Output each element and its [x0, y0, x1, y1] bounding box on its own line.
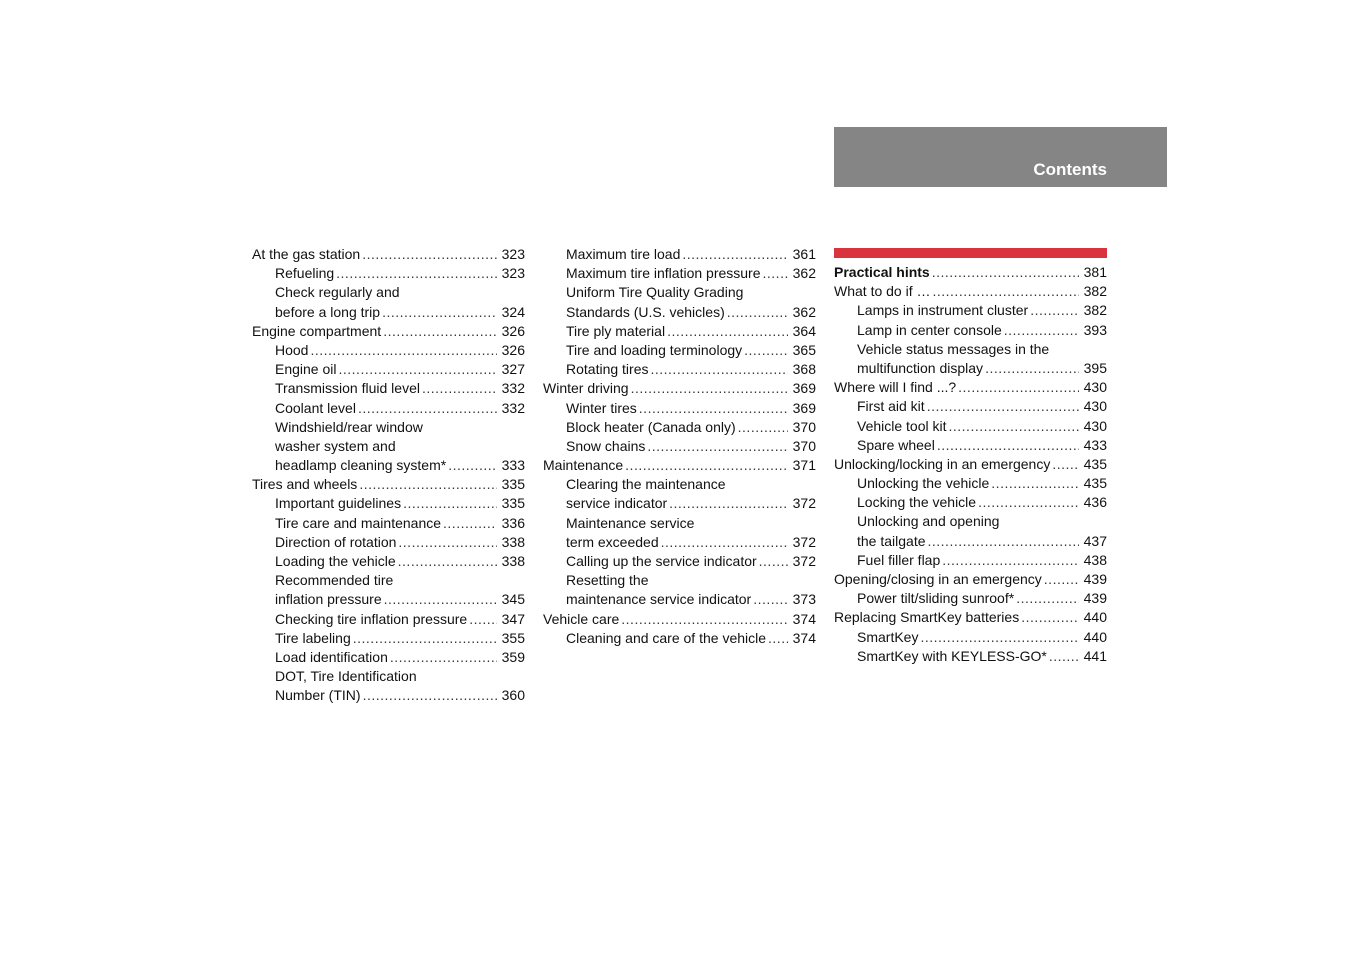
toc-entry[interactable] [834, 589, 1107, 608]
toc-entry[interactable] [252, 686, 525, 705]
toc-entry-title: Spare wheel [857, 436, 935, 453]
toc-entry[interactable] [834, 263, 1107, 282]
toc-page-number: 327 [501, 361, 525, 378]
toc-entry-title: Load identification [275, 648, 388, 665]
toc-page-number: 433 [1083, 436, 1107, 453]
toc-entry-title: Unlocking/locking in an emergency [834, 455, 1051, 472]
toc-page-number: 336 [501, 514, 525, 531]
toc-entry-title: Recommended tire [275, 572, 394, 589]
toc-entry[interactable] [252, 648, 525, 667]
toc-entry-title: Windshield/rear window [275, 418, 423, 435]
toc-dot-leader [390, 648, 497, 667]
toc-page-number: 324 [501, 303, 525, 320]
toc-page-number: 439 [1083, 590, 1107, 607]
toc-entry[interactable] [252, 360, 525, 379]
toc-dot-leader [667, 322, 788, 341]
toc-page-number: 355 [501, 629, 525, 646]
toc-dot-leader [932, 282, 1079, 301]
toc-page-number: 437 [1083, 532, 1107, 549]
toc-entry-title: Rotating tires [566, 361, 649, 378]
toc-column-1 [252, 245, 525, 706]
toc-entry[interactable] [834, 436, 1107, 455]
toc-entry[interactable] [834, 608, 1107, 627]
toc-page-number: 372 [792, 553, 816, 569]
toc-dot-leader [650, 360, 788, 379]
toc-entry-title: Refueling [275, 265, 335, 282]
toc-entry[interactable] [543, 590, 816, 609]
toc-page-number: 372 [792, 495, 816, 512]
toc-page-number: 435 [1083, 475, 1107, 492]
toc-entry[interactable] [834, 532, 1107, 551]
toc-dot-leader [336, 264, 497, 283]
toc-entry [543, 571, 816, 590]
toc-dot-leader [362, 245, 497, 264]
toc-entry[interactable] [834, 647, 1107, 666]
toc-entry-title: inflation pressure [275, 591, 382, 608]
toc-entry-title: Practical hints [834, 264, 930, 280]
toc-entry-title: Vehicle status messages in the [857, 340, 1050, 357]
toc-entry-title: Tire care and maintenance [275, 514, 442, 531]
toc-entry-title: Unlocking the vehicle [857, 475, 990, 492]
toc-page-number: 436 [1083, 494, 1107, 511]
toc-entry [834, 340, 1107, 359]
page-title: Contents [1033, 160, 1107, 179]
toc-page-number: 374 [792, 629, 816, 646]
toc-dot-leader [639, 399, 788, 418]
toc-entry-title: Maintenance service [566, 514, 695, 531]
toc-entry[interactable] [543, 437, 816, 456]
toc-entry[interactable] [252, 629, 525, 648]
toc-entry[interactable] [834, 551, 1107, 570]
toc-entry-title: Unlocking and opening [857, 513, 1000, 530]
toc-page-number: 439 [1083, 571, 1107, 587]
toc-entry-title: Engine oil [275, 361, 337, 378]
toc-dot-leader [978, 493, 1079, 512]
toc-page-number: 430 [1083, 417, 1107, 434]
toc-entry-title: the tailgate [857, 532, 926, 549]
toc-entry[interactable] [834, 455, 1107, 474]
toc-page-number: 440 [1083, 628, 1107, 645]
toc-dot-leader [443, 514, 497, 533]
toc-entry[interactable] [543, 456, 816, 475]
toc-dot-leader [353, 629, 497, 648]
toc-page-number: 430 [1083, 398, 1107, 415]
toc-entry-title: SmartKey [857, 628, 919, 645]
toc-dot-leader [625, 456, 788, 475]
toc-dot-leader [383, 322, 497, 341]
toc-entry[interactable] [834, 321, 1107, 340]
toc-entry-title: Maintenance [543, 457, 624, 474]
toc-entry-title: Lamps in instrument cluster [857, 302, 1029, 319]
toc-page-number: 438 [1083, 551, 1107, 568]
toc-entry[interactable] [543, 418, 816, 437]
toc-entry[interactable] [252, 533, 525, 552]
toc-entry [834, 512, 1107, 531]
toc-page-number: 335 [501, 495, 525, 512]
toc-dot-leader [991, 474, 1079, 493]
toc-dot-leader [647, 437, 788, 456]
toc-entry[interactable] [834, 493, 1107, 512]
toc-entry [543, 283, 816, 302]
toc-entry-title: Coolant level [275, 399, 356, 416]
toc-entry-title: multifunction display [857, 359, 984, 376]
toc-entry-title: Block heater (Canada only) [566, 418, 736, 435]
toc-page-number: 381 [1083, 264, 1107, 280]
toc-entry-title: Power tilt/sliding sunroof* [857, 590, 1015, 607]
toc-entry-title: Cleaning and care of the vehicle [566, 629, 767, 646]
toc-dot-leader [958, 378, 1079, 397]
toc-entry-title: Tire labeling [275, 629, 351, 646]
toc-page-number: 382 [1083, 302, 1107, 319]
toc-entry[interactable] [543, 360, 816, 379]
toc-entry-title: Standards (U.S. vehicles) [566, 303, 725, 320]
toc-entry-title: Locking the vehicle [857, 494, 977, 511]
toc-dot-leader [1044, 570, 1079, 589]
toc-dot-leader [621, 610, 788, 629]
toc-entry[interactable] [252, 399, 525, 418]
toc-entry-title: Resetting the [566, 572, 649, 589]
toc-page-number: 368 [792, 361, 816, 378]
toc-entry-title: Tire ply material [566, 322, 666, 339]
toc-dot-leader [339, 360, 498, 379]
toc-entry-title: Opening/closing in an emergency [834, 571, 1042, 587]
toc-page-number: 441 [1083, 647, 1107, 664]
toc-entry-title: maintenance service indicator [566, 591, 752, 608]
toc-entry[interactable] [543, 494, 816, 513]
toc-page-number: 332 [501, 380, 525, 397]
toc-entry-title: Checking tire inflation pressure [275, 610, 468, 627]
toc-entry[interactable] [834, 397, 1107, 416]
contents-header-box [834, 127, 1167, 187]
toc-entry-title: Hood [275, 341, 309, 358]
toc-entry-title: Calling up the service indicator [566, 553, 757, 569]
toc-dot-leader [927, 397, 1079, 416]
toc-dot-leader [398, 552, 497, 571]
toc-dot-leader [398, 533, 497, 552]
toc-page-number: 382 [1083, 283, 1107, 300]
toc-dot-leader [937, 436, 1079, 455]
toc-entry-title: Vehicle tool kit [857, 417, 947, 434]
toc-dot-leader [669, 494, 788, 513]
toc-page-number: 332 [501, 399, 525, 416]
toc-entry [252, 667, 525, 686]
toc-entry-title: service indicator [566, 495, 668, 512]
toc-entry[interactable] [543, 264, 816, 283]
toc-dot-leader [403, 494, 497, 513]
toc-dot-leader [727, 303, 788, 322]
toc-page-number: 323 [501, 265, 525, 282]
toc-entry-title: Replacing SmartKey batteries [834, 609, 1020, 626]
toc-entry[interactable] [252, 245, 525, 264]
toc-entry-title: washer system and [275, 437, 396, 454]
toc-entry[interactable] [834, 570, 1107, 589]
toc-entry[interactable] [252, 379, 525, 398]
toc-page-number: 365 [792, 341, 816, 358]
toc-dot-leader [932, 263, 1079, 282]
toc-page-number: 372 [792, 533, 816, 550]
toc-dot-leader [1030, 301, 1079, 320]
toc-dot-leader [661, 533, 788, 552]
toc-entry [543, 475, 816, 494]
toc-entry [252, 437, 525, 456]
toc-entry-title: Uniform Tire Quality Grading [566, 284, 744, 301]
toc-entry-title: Number (TIN) [275, 687, 361, 704]
toc-entry-title: Maximum tire load [566, 246, 681, 262]
toc-entry [252, 418, 525, 437]
toc-page-number: 360 [501, 687, 525, 704]
toc-page-number: 435 [1083, 455, 1107, 472]
toc-entry-title: headlamp cleaning system* [275, 457, 447, 474]
toc-dot-leader [1052, 455, 1079, 474]
toc-entry[interactable] [543, 322, 816, 341]
toc-page-number: 338 [501, 533, 525, 550]
toc-entry[interactable] [252, 303, 525, 322]
toc-dot-leader [469, 610, 497, 629]
toc-dot-leader [310, 341, 497, 360]
toc-entry[interactable] [252, 322, 525, 341]
toc-page-number: 371 [792, 457, 816, 474]
toc-entry-title: Fuel filler flap [857, 551, 941, 568]
toc-entry[interactable] [252, 475, 525, 494]
toc-dot-leader [949, 417, 1080, 436]
toc-page-number: 333 [501, 457, 525, 474]
toc-dot-leader [363, 686, 497, 705]
toc-dot-leader [682, 245, 788, 264]
toc-dot-leader [759, 552, 788, 571]
toc-dot-leader [358, 399, 497, 418]
toc-page-number: 369 [792, 380, 816, 397]
toc-page-number: 362 [792, 303, 816, 320]
toc-entry-title: Important guidelines [275, 495, 402, 512]
toc-entry[interactable] [543, 533, 816, 552]
toc-entry[interactable] [252, 264, 525, 283]
toc-entry-title: Maximum tire inflation pressure [566, 265, 761, 282]
toc-entry-title: before a long trip [275, 303, 381, 320]
toc-entry[interactable] [252, 552, 525, 571]
toc-entry[interactable] [543, 303, 816, 322]
toc-page-number: 326 [501, 322, 525, 339]
toc-entry[interactable] [834, 359, 1107, 378]
toc-page-number: 335 [501, 476, 525, 493]
toc-page-number: 338 [501, 553, 525, 569]
toc-entry[interactable] [543, 341, 816, 360]
toc-page-number: 370 [792, 418, 816, 435]
toc-entry-title: SmartKey with KEYLESS-GO* [857, 647, 1047, 664]
toc-entry-title: Tires and wheels [252, 476, 358, 493]
toc-dot-leader [1004, 321, 1079, 340]
toc-dot-leader [631, 379, 788, 398]
toc-entry[interactable] [543, 245, 816, 264]
toc-dot-leader [942, 551, 1079, 570]
toc-dot-leader [763, 264, 788, 283]
toc-page-number: 430 [1083, 379, 1107, 396]
toc-entry-title: At the gas station [252, 246, 361, 262]
toc-entry-title: Where will I find ...? [834, 379, 957, 396]
toc-entry-title: Snow chains [566, 437, 646, 454]
toc-entry[interactable] [834, 417, 1107, 436]
toc-entry[interactable] [252, 341, 525, 360]
toc-page-number: 364 [792, 322, 816, 339]
toc-dot-leader [1016, 589, 1079, 608]
toc-dot-leader [744, 341, 788, 360]
toc-entry-title: term exceeded [566, 533, 659, 550]
toc-dot-leader [768, 629, 788, 648]
section-accent-bar [834, 248, 1107, 258]
toc-entry [543, 514, 816, 533]
toc-entry [252, 283, 525, 302]
toc-entry-title: Check regularly and [275, 284, 400, 301]
toc-dot-leader [359, 475, 497, 494]
toc-dot-leader [1049, 647, 1079, 666]
toc-column-3 [834, 248, 1107, 666]
toc-entry-title: Vehicle care [543, 610, 620, 627]
toc-entry [252, 571, 525, 590]
toc-entry-title: DOT, Tire Identification [275, 668, 417, 685]
toc-entry-title: Engine compartment [252, 322, 382, 339]
toc-page-number: 440 [1083, 609, 1107, 626]
toc-entry-title: What to do if … [834, 283, 931, 300]
toc-page-number: 362 [792, 265, 816, 282]
toc-page-number: 345 [501, 591, 525, 608]
toc-column-2 [543, 245, 816, 648]
toc-entry-title: Winter driving [543, 380, 629, 397]
toc-page-number: 359 [501, 648, 525, 665]
toc-entry[interactable] [543, 552, 816, 571]
toc-entry-title: Direction of rotation [275, 533, 397, 550]
toc-entry[interactable] [252, 610, 525, 629]
toc-entry-title: Tire and loading terminology [566, 341, 743, 358]
toc-page-number: 370 [792, 437, 816, 454]
toc-entry-title: Clearing the maintenance [566, 476, 726, 493]
toc-entry[interactable] [834, 301, 1107, 320]
toc-entry[interactable] [834, 282, 1107, 301]
toc-page-number: 323 [501, 246, 525, 262]
toc-entry-title: First aid kit [857, 398, 925, 415]
toc-entry[interactable] [252, 590, 525, 609]
toc-dot-leader [382, 303, 497, 322]
toc-dot-leader [1021, 608, 1079, 627]
toc-page-number: 374 [792, 610, 816, 627]
toc-dot-leader [448, 456, 497, 475]
toc-entry[interactable] [252, 514, 525, 533]
toc-page-number: 373 [792, 591, 816, 608]
toc-entry-title: Loading the vehicle [275, 553, 396, 569]
toc-page-number: 393 [1083, 321, 1107, 338]
toc-dot-leader [985, 359, 1079, 378]
toc-entry[interactable] [834, 628, 1107, 647]
toc-entry[interactable] [543, 379, 816, 398]
toc-entry-title: Winter tires [566, 399, 637, 416]
toc-entry[interactable] [543, 399, 816, 418]
toc-entry[interactable] [543, 610, 816, 629]
toc-dot-leader [753, 590, 788, 609]
toc-page-number: 347 [501, 610, 525, 627]
toc-page-number: 369 [792, 399, 816, 416]
toc-page-number: 361 [792, 246, 816, 262]
toc-entry-title: Lamp in center console [857, 321, 1002, 338]
toc-entry[interactable] [834, 378, 1107, 397]
toc-entry[interactable] [252, 456, 525, 475]
toc-dot-leader [920, 628, 1079, 647]
toc-dot-leader [928, 532, 1080, 551]
toc-entry[interactable] [834, 474, 1107, 493]
toc-dot-leader [738, 418, 788, 437]
toc-page-number: 326 [501, 341, 525, 358]
toc-entry[interactable] [252, 494, 525, 513]
toc-entry-title: Transmission fluid level [275, 380, 420, 397]
toc-page-number: 395 [1083, 359, 1107, 376]
toc-dot-leader [422, 379, 497, 398]
toc-dot-leader [384, 590, 497, 609]
toc-entry[interactable] [543, 629, 816, 648]
